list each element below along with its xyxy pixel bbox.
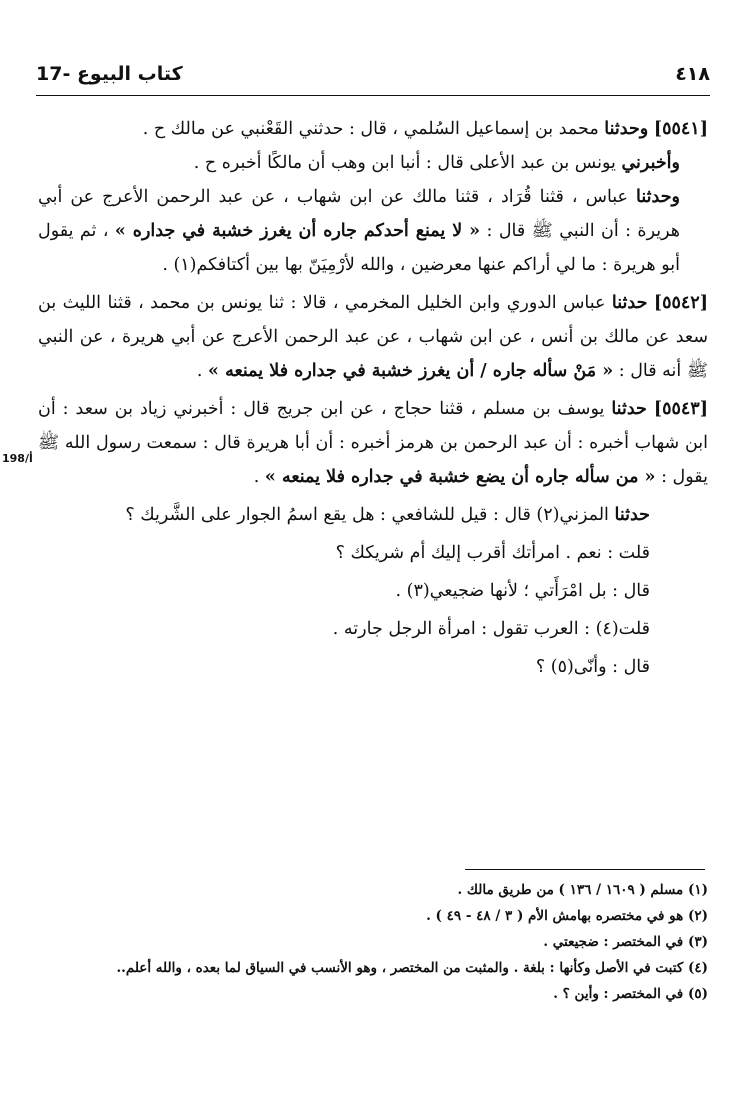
paragraph-text: يونس بن عبد الأعلى قال : أنبا ابن وهب أن مالكًا أخبره ح . <box>193 153 616 173</box>
hadith-number: [٥٥٤٢] <box>653 293 708 313</box>
hadith-quote: « من سأله جاره أن يضع خشبة في جداره فلا يمنعه » <box>264 467 656 487</box>
hadith-paragraph <box>38 286 708 388</box>
paragraph-tail: . <box>253 467 265 487</box>
chain-lead: وحدثنا <box>636 187 680 207</box>
footnote: (٢) هو في مختصره بهامش الأم ( ٣ / ٤٨ - ٤٩ ) . <box>426 908 708 924</box>
paragraph-text: عباس الدوري وابن الخليل المخرمي ، قالا : ثنا يونس بن محمد ، قثنا الليث بن سعد عن مالك بن أنس ، عن ابن شهاب ، عن عبد الرحمن الأعرج عن أبي هريرة ، عن النبي ﷺ أنه قال : <box>38 293 708 381</box>
dialogue-text: قال : وأنّى(٥) ؟ <box>535 657 650 677</box>
chapter-title: 17- كتاب البيوع <box>36 63 183 85</box>
dialogue-text: قال : بل امْرَأَتي ؛ لأنها ضجيعي(٣) . <box>395 581 650 601</box>
dialogue-line <box>38 650 708 684</box>
chain-lead: وأخبرني <box>621 153 680 173</box>
chain-lead: حدثنا <box>611 293 648 313</box>
dialogue-line <box>38 574 708 608</box>
manuscript-folio-note: 198/أ <box>2 452 33 465</box>
dialogue-text: قلت : نعم . امرأتك أقرب إليك أم شريكك ؟ <box>335 543 650 563</box>
footnote: (٤) كتبت في الأصل وكأنها : بلغة . والمثبت من المختصر ، وهو الأنسب في السياق لما بعده ، والله أعلم.. <box>116 960 708 976</box>
hadith-number: [٥٥٤٣] <box>653 399 708 419</box>
paragraph-tail: . <box>196 361 209 381</box>
chain-lead: حدثنا <box>614 505 650 525</box>
chain-lead: حدثنا <box>611 399 647 419</box>
hadith-quote: « مَنْ سأله جاره / أن يغرز خشبة في جداره فلا يمنعه » <box>208 361 614 381</box>
footnote: (١) مسلم ( ١٦٠٩ / ١٣٦ ) من طريق مالك . <box>457 882 708 898</box>
dialogue-text: قلت(٤) : العرب تقول : امرأة الرجل جارته . <box>332 619 650 639</box>
hadith-quote: « لا يمنع أحدكم جاره أن يغرز خشبة في جداره » <box>114 221 481 241</box>
paragraph-text: عباس ، قثنا قُرَاد ، قثنا مالك عن ابن شهاب ، عن عبد الرحمن الأعرج عن أبي هريرة : أن النبي ﷺ قال : <box>38 187 680 241</box>
hadith-number: [٥٥٤١] <box>653 119 708 139</box>
paragraph-tail: ، ثم يقول أبو هريرة : ما لي أراكم عنها معرضين ، والله لأرْمِيَنّ بها بين أكتافكم(١) . <box>38 221 680 275</box>
chain-lead: وحدثنا <box>604 119 649 139</box>
footnote: (٥) في المختصر : وأين ؟ . <box>553 986 708 1002</box>
footnote: (٣) في المختصر : ضجيعتي . <box>543 934 708 950</box>
dialogue-line <box>38 498 708 532</box>
page-number: ٤١٨ <box>675 63 710 85</box>
dialogue-text: المزني(٢) قال : قيل للشافعي : هل يقع اسمُ الجوار على الشَّريك ؟ <box>125 505 609 525</box>
main-text <box>38 112 708 688</box>
footnotes <box>38 877 708 1007</box>
footnote-divider <box>465 869 705 870</box>
hadith-paragraph <box>38 146 708 180</box>
hadith-paragraph <box>38 180 708 282</box>
paragraph-text: يوسف بن مسلم ، قثنا حجاج ، عن ابن جريج قال : أخبرني زياد بن سعد : أن ابن شهاب أخبره : أن عبد الرحمن بن هرمز أخبره : أن أبا هريرة قال : سمعت رسول الله ﷺ يقول : <box>38 399 708 487</box>
paragraph-text: محمد بن إسماعيل السُلمي ، قال : حدثني القَعْنبي عن مالك ح . <box>142 119 599 139</box>
hadith-paragraph <box>38 392 708 494</box>
hadith-paragraph <box>38 112 708 146</box>
page-header <box>36 55 710 96</box>
dialogue-line <box>38 612 708 646</box>
dialogue-line <box>38 536 708 570</box>
